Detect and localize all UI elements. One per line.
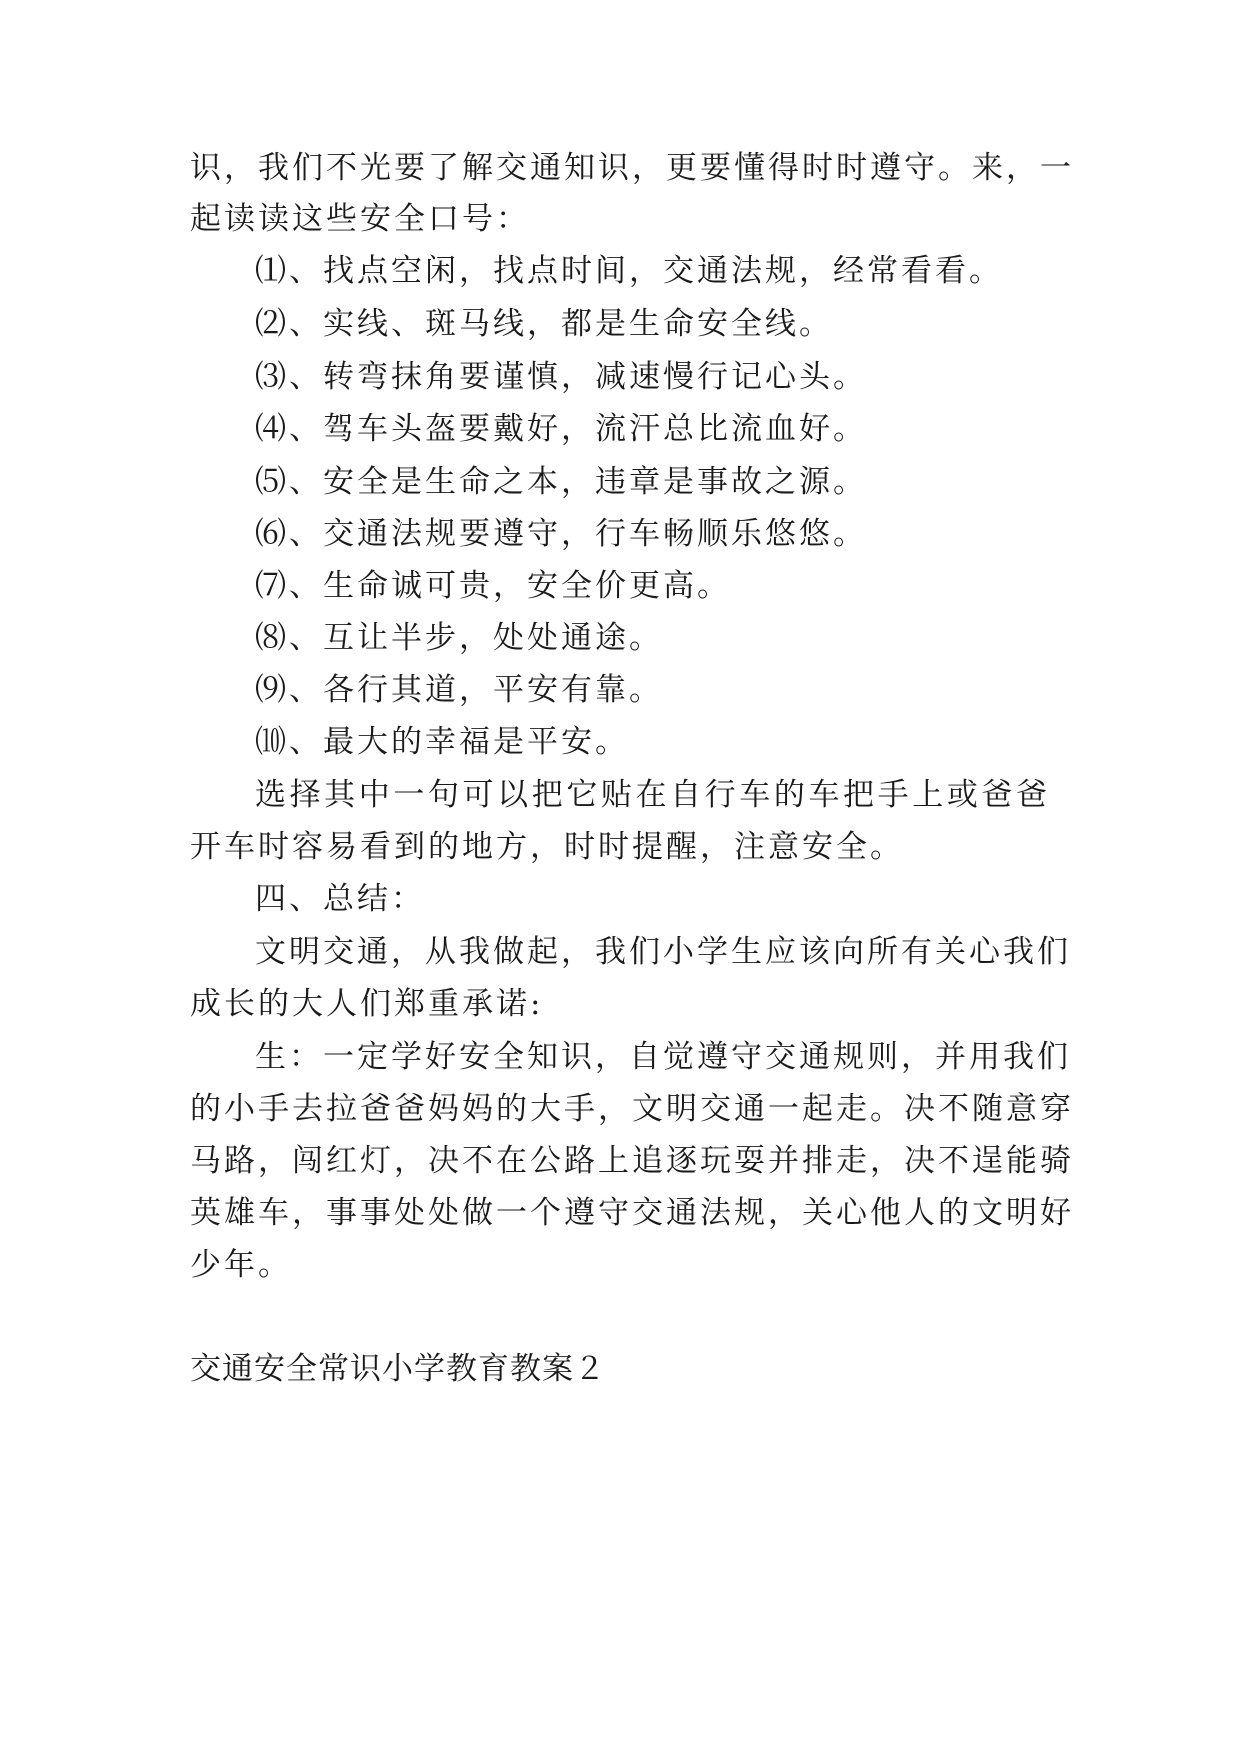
summary-line-2: 成长的大人们郑重承诺: <box>190 986 544 1022</box>
slogan-item-3: ⑶、转弯抹角要谨慎，减速慢行记心头。 <box>255 359 867 395</box>
slogan-item-4: ⑷、驾车头盔要戴好，流汗总比流血好。 <box>255 411 867 447</box>
slogan-item-6: ⑹、交通法规要遵守，行车畅顺乐悠悠。 <box>255 516 867 552</box>
pledge-line-2: 的小手去拉爸爸妈妈的大手，文明交通一起走。决不随意穿 <box>190 1091 1074 1127</box>
slogan-item-8: ⑻、互让半步，处处通途。 <box>255 620 663 656</box>
intro-line-2: 起读读这些安全口号： <box>190 201 530 237</box>
pledge-line-1: 生：一定学好安全知识，自觉遵守交通规则，并用我们 <box>255 1039 1071 1075</box>
slogan-item-9: ⑼、各行其道，平安有靠。 <box>255 672 663 708</box>
select-line-2: 开车时容易看到的地方，时时提醒，注意安全。 <box>190 829 904 865</box>
slogan-item-2: ⑵、实线、斑马线，都是生命安全线。 <box>255 306 833 342</box>
slogan-item-10: ⑽、最大的幸福是平安。 <box>255 724 629 760</box>
next-section-title: 交通安全常识小学教育教案２ <box>190 1351 606 1387</box>
slogan-item-1: ⑴、找点空闲，找点时间，交通法规，经常看看。 <box>255 253 1003 289</box>
pledge-line-3: 马路，闯红灯，决不在公路上追逐玩耍并排走，决不逞能骑 <box>190 1143 1074 1179</box>
select-line-1: 选择其中一句可以把它贴在自行车的车把手上或爸爸 <box>255 777 1050 813</box>
summary-heading: 四、总结： <box>255 881 425 917</box>
intro-line-1: 识，我们不光要了解交通知识，更要懂得时时遵守。来，一 <box>190 150 1074 186</box>
pledge-line-5: 少年。 <box>190 1247 292 1283</box>
summary-line-1: 文明交通，从我做起，我们小学生应该向所有关心我们 <box>255 934 1071 970</box>
slogan-item-7: ⑺、生命诚可贵，安全价更高。 <box>255 568 731 604</box>
pledge-line-4: 英雄车，事事处处做一个遵守交通法规，关心他人的文明好 <box>190 1195 1074 1231</box>
slogan-item-5: ⑸、安全是生命之本，违章是事故之源。 <box>255 464 867 500</box>
